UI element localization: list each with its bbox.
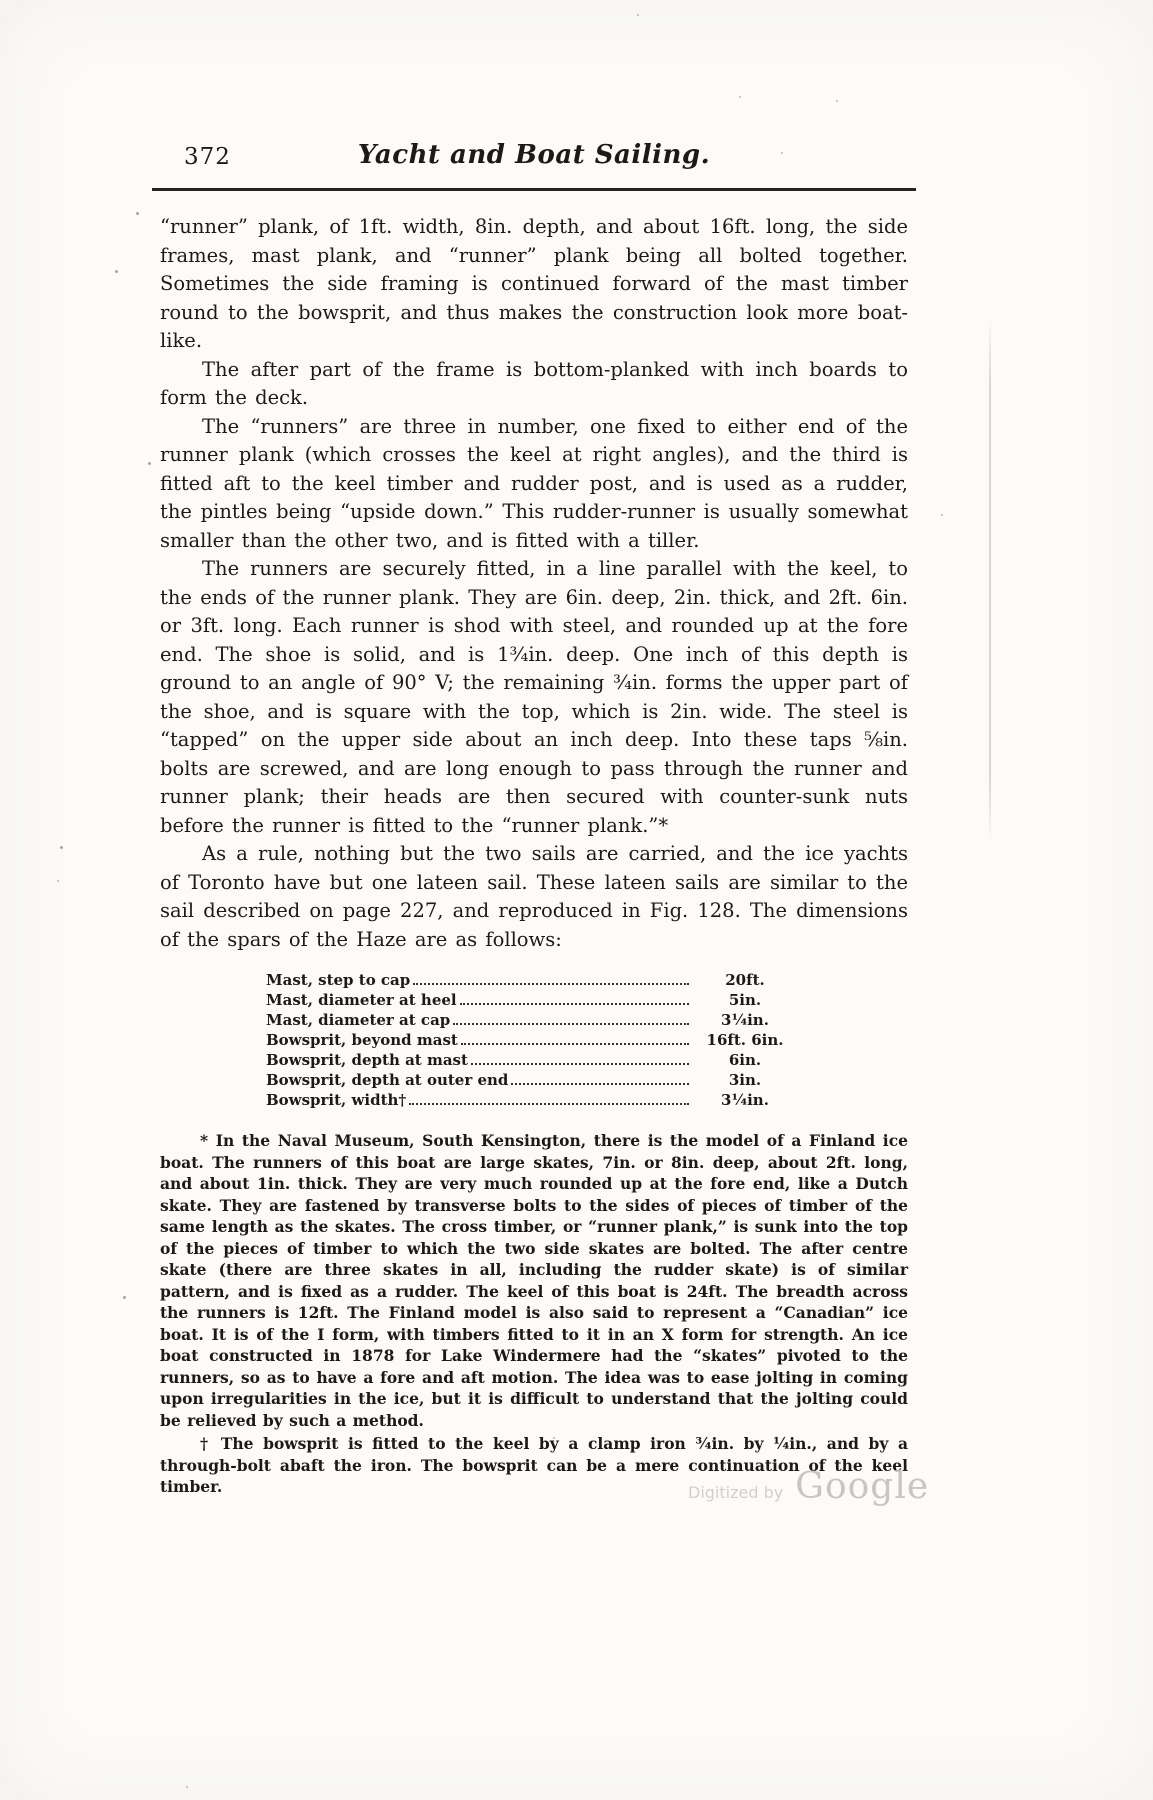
header-rule — [152, 188, 916, 191]
body-paragraph: “runner” plank, of 1ft. width, 8in. depth, and about 16ft. long, the side frames, mast plank, and “runner” plank being all bolted together. Sometimes the side framing is continued forward of the mast timber round to the bowsprit, and thus makes the construction look more boat-like. — [160, 215, 908, 352]
body-paragraph: The after part of the frame is bottom-planked with inch boards to form the deck. — [160, 357, 908, 409]
spar-value: 3¼in. — [721, 1011, 769, 1029]
dotted-leader — [511, 1083, 689, 1085]
spar-value: 3in. — [728, 1071, 762, 1089]
spar-value: 16ft. 6in. — [706, 1031, 784, 1049]
footnote-dagger: † The bowsprit is fitted to the keel by a clamp iron ¾in. by ¼in., and by a through-bolt abaft the iron. The bowsprit can be a mere continuation of the keel timber. — [160, 1434, 908, 1496]
spar-dimensions-table — [266, 970, 798, 1110]
scan-speck — [836, 100, 838, 102]
table-row — [266, 1030, 798, 1050]
body-paragraph: The “runners” are three in number, one fixed to either end of the runner plank (which crosses the keel at right angles), and the third is fitted aft to the keel timber and rudder post, and is used as a rudder, the pintles being “upside down.” This rudder-runner is usually somewhat smaller than the other two, and is fitted with a tiller. — [160, 414, 908, 552]
scan-speck — [148, 462, 151, 465]
scan-speck — [60, 846, 63, 849]
spar-value: 20ft. — [725, 971, 765, 989]
spar-label: Mast, diameter at cap — [266, 1011, 451, 1029]
dotted-leader — [461, 1043, 689, 1045]
body-paragraph: The runners are securely fitted, in a line parallel with the keel, to the ends of the runner plank. They are 6in. deep, 2in. thick, and 2ft. 6in. or 3ft. long. Each runner is shod with steel, and rounded up at the fore end. The shoe is solid, and is 1¾in. deep. One inch of this depth is ground to an angle of 90° V; the remaining ¾in. forms the upper part of the shoe, and is square with the top, which is 2in. wide. The steel is “tapped” on the upper side about an inch deep. Into these taps ⅝in. bolts are screwed, and are long enough to pass through the runner and runner plank; their heads are then secured with counter-sunk nuts before the runner is fitted to the “runner plank.”* — [160, 557, 908, 837]
google-logo: Google — [795, 1466, 930, 1507]
scan-speck — [637, 14, 639, 16]
scan-speck — [57, 880, 59, 882]
spar-value: 3¼in. — [721, 1091, 769, 1109]
digitization-watermark — [688, 1466, 929, 1507]
dotted-leader — [409, 1103, 689, 1105]
spar-value: 5in. — [728, 991, 762, 1009]
spar-label: Bowsprit, depth at mast — [266, 1051, 468, 1069]
table-row — [266, 990, 798, 1010]
dotted-leader — [453, 1023, 689, 1025]
scan-speck — [115, 270, 118, 273]
page-number: 372 — [184, 144, 231, 170]
running-title: Yacht and Boat Sailing. — [357, 140, 711, 170]
table-row — [266, 1090, 798, 1110]
scan-edge-line — [989, 318, 991, 843]
dotted-leader — [471, 1063, 689, 1065]
scan-speck — [123, 1296, 126, 1299]
footnotes — [160, 1130, 908, 1498]
footnote-asterisk: * In the Naval Museum, South Kensington, there is the model of a Finland ice boat. The runners of this boat are large skates, 7in. or 8in. deep, about 2ft. long, and about 1in. thick. They are very much rounded up at the fore end, like a Dutch skate. They are fastened by transverse bolts to the sides of pieces of timber of the same length as the skates. The cross timber, or “runner plank,” is sunk into the top of the pieces of timber to which the two side skates are bolted. The after centre skate (there are three skates in all, including the rudder skate) is of similar pattern, and is fixed as a rudder. The keel of this boat is 24ft. The breadth across the runners is 12ft. The Finland model is also said to represent a “Canadian” ice boat. It is of the I form, with timbers fitted to it in an X form for strength. An ice boat constructed in 1878 for Lake Windermere had the “skates” pivoted to the runners, so as to have a fore and aft motion. The idea was to ease jolting in coming upon irregularities in the ice, but it is difficult to understand that the jolting could be relieved by such a method. — [160, 1131, 908, 1430]
scan-speck — [781, 152, 783, 154]
digitized-by-label: Digitized by — [688, 1483, 784, 1502]
page-content — [160, 140, 908, 1498]
spar-label: Bowsprit, beyond mast — [266, 1031, 458, 1049]
spar-label: Mast, diameter at heel — [266, 991, 457, 1009]
scan-speck — [553, 1437, 555, 1439]
table-row — [266, 1050, 798, 1070]
scan-speck — [739, 96, 741, 98]
table-row — [266, 1010, 798, 1030]
page-header — [160, 140, 908, 178]
scan-speck — [136, 212, 139, 215]
spar-value: 6in. — [728, 1051, 762, 1069]
spar-label: Bowsprit, width† — [266, 1091, 407, 1109]
spar-label: Bowsprit, depth at outer end — [266, 1071, 509, 1089]
body-paragraph: As a rule, nothing but the two sails are carried, and the ice yachts of Toronto have but one lateen sail. These lateen sails are similar to the sail described on page 227, and reproduced in Fig. 128. The dimensions of the spars of the Haze are as follows: — [160, 842, 908, 951]
table-row — [266, 970, 798, 990]
scan-speck — [941, 514, 943, 516]
dotted-leader — [413, 983, 689, 985]
scan-speck — [186, 1786, 188, 1788]
spar-label: Mast, step to cap — [266, 971, 411, 989]
table-row — [266, 1070, 798, 1090]
dotted-leader — [460, 1003, 689, 1005]
body-text — [160, 213, 908, 1498]
